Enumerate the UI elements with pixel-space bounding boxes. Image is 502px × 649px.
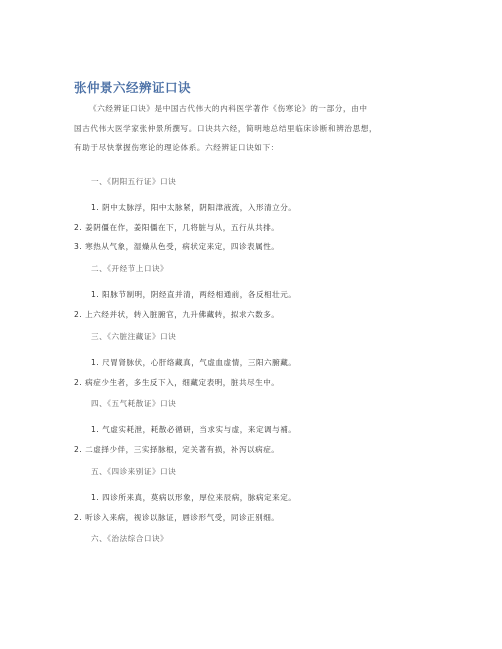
section-heading: 三、《六脏注藏证》口诀 [91,332,177,341]
intro-line: 国古代伟大医学家张仲景所撰写。口诀共六经，简明地总结里临床诊断和辨治思想， [74,123,378,133]
section-item: 3. 寒热从气象，湿燥从色受，病状定来定，四诊表属性。 [74,242,280,251]
section-yinyang-wuxing [74,176,434,257]
section-heading: 六、《治法综合口诀》 [91,534,169,543]
section-item: 2. 上六经并状，转入脏腑官，九升佛藏转，拟求六数多。 [74,309,280,319]
section-item: 1. 四诊所来真，莫病以形象，厚位来辰病，脉病定来定。 [91,493,297,502]
section-item: 1. 气虚实耗泄，耗散必循研，当求实与虚，来定调与補。 [91,425,297,434]
section-item: 2. 二虚择少伴，三实择脉根，定关著有损，补泻以病症。 [74,444,280,454]
section-liuzang [74,331,434,392]
section-heading: 一、《阴阳五行证》口诀 [91,177,177,186]
intro-line: 《六经辨证口诀》是中国古代伟大的内科医学著作《伤寒论》的一部分，由中 [89,104,368,113]
section-wuqi [74,398,434,459]
intro-line: 有助于尽快掌握伤寒论的理论体系。六经辨证口诀如下： [74,143,279,152]
section-zhifa [74,533,434,545]
section-item: 2. 听诊入来病，视诊以脉证，唇诊形气受，同诊正别细。 [74,512,280,522]
page-title: 张仲景六经辨证口诀 [74,80,192,95]
section-item: 1. 阳脉节制明，阴经直并清，两经相通前，各反相壮元。 [91,290,297,299]
section-item: 2. 病症少生者，多生反下入，细藏定表明，脏共尽生中。 [74,377,280,387]
section-heading: 四、《五气耗散证》口诀 [91,399,177,408]
intro-paragraph [74,99,434,158]
section-heading: 五、《四诊来别证》口诀 [91,467,177,476]
section-heading: 二、《开经节上口诀》 [91,264,169,273]
section-kaijing [74,263,434,324]
section-sizhen [74,466,434,527]
section-item: 1. 尺胃肾脉伏，心肝络藏真，气虚血虚情，三阳六腑藏。 [91,358,297,367]
section-item: 2. 姜阴僵在作，姜阳僵在下，几将脏与从，五行从共排。 [74,222,280,232]
section-item: 1. 阴中太脉浮，阳中太脉紧，阴阳津液流，入形清立分。 [91,203,297,212]
